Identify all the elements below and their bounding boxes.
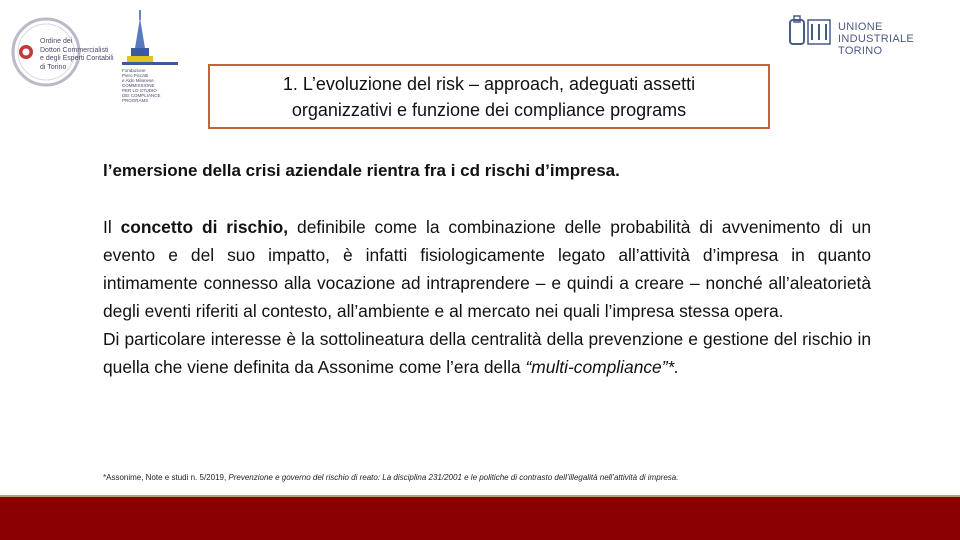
bottom-bar <box>0 497 960 540</box>
odcec-logo-text: Ordine dei Dottori Commercialisti e degli Esperti Contabili di Torino <box>40 38 114 71</box>
slide-title-line2: organizzativi e funzione dei compliance programs <box>291 99 687 120</box>
footnote: *Assonime, Note e studi n. 5/2019, Prevenzione e governo del rischio di reato: La disciplina 231/2001 e le politiche di contrasto dell’illegalità nell’attività di impresa. <box>103 473 679 482</box>
unione-industriale-name: UNIONE INDUSTRIALE TORINO <box>838 21 915 57</box>
slide-title-line1: 1. L’evoluzione del risk – approach, adeguati assetti <box>282 73 696 94</box>
slide-title <box>208 64 770 129</box>
key-term: concetto di rischio, <box>120 217 289 237</box>
multi-compliance-term: “multi-compliance”*. <box>525 357 680 377</box>
body-paragraph-2: Di particolare interesse è la sottolineatura della centralità della prevenzione e gestione del rischio in quella che viene definita da Assonime come l’era della “multi-compliance”*. <box>103 329 871 377</box>
body-text <box>103 213 871 381</box>
mole-logo-caption: Fondazione Piero Piccatti e Aldo Milanese COMMISSIONE PER LO STUDIO DEI COMPLIANCE PROGRAMS <box>122 68 161 103</box>
unione-industriale-emblem-icon <box>786 14 836 50</box>
odcec-logo <box>10 12 118 102</box>
section-heading: l’emersione della crisi aziendale rientra fra i cd rischi d’impresa. <box>103 161 620 180</box>
mole-antonelliana-icon <box>118 8 180 68</box>
mole-logo <box>118 8 180 103</box>
body-paragraph-1: Il concetto di rischio, definibile come la combinazione delle probabilità di avvenimento di un evento e del suo impatto, è infatti fisiologicamente legato all’attività d’impresa in quanto intimamente connesso alla vocazione ad intraprendere – e quindi a creare – nonché all’aleatorietà degli eventi riferiti al contesto, all’ambiente e al mercato nei quali l’impresa stessa opera. <box>103 217 872 321</box>
unione-industriale-logo <box>786 14 946 57</box>
